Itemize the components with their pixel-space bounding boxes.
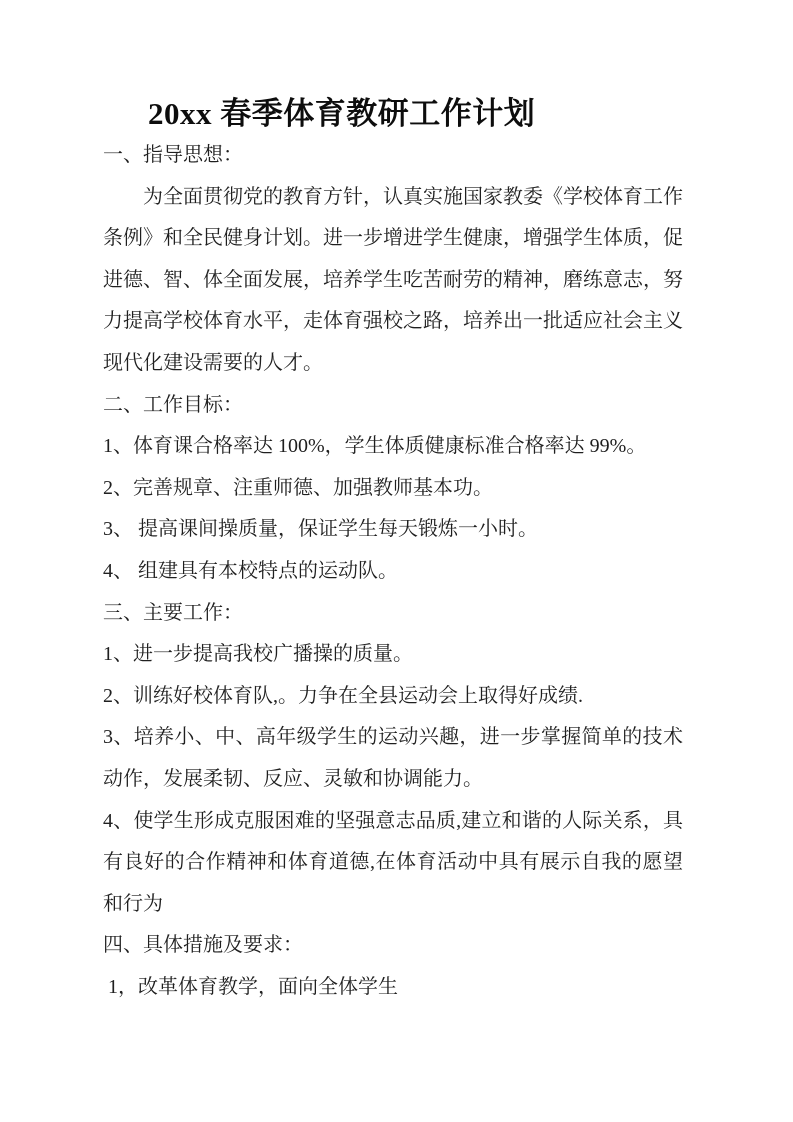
list-item-goal-3: 3、 提高课间操质量，保证学生每天锻炼一小时。	[103, 518, 538, 541]
paragraph-guiding-ideology: 为全面贯彻党的教育方针，认真实施国家教委《学校体育工作条例》和全民健身计划。进一步增进学生健康，增强学生体质，促进德、智、体全面发展，培养学生吃苦耐劳的精神，磨练意志，努力提高学校体育水平，走体育强校之路，培养出一批适应社会主义现代化建设需要的人才。	[103, 185, 683, 374]
section-heading-guiding-ideology: 一、指导思想：	[103, 144, 243, 166]
list-item-measure-1: 1，改革体育教学，面向全体学生	[103, 975, 398, 998]
list-item-goal-1: 1、体育课合格率达 100%，学生体质健康标准合格率达 99%。	[103, 435, 647, 458]
list-item-goal-2: 2、完善规章、注重师德、加强教师基本功。	[103, 476, 493, 499]
section-heading-main-work: 三、主要工作：	[103, 601, 243, 624]
page-title: 20xx 春季体育教研工作计划	[148, 96, 536, 131]
section-heading-work-goals: 二、工作目标：	[103, 393, 243, 416]
list-item-goal-4: 4、 组建具有本校特点的运动队。	[103, 559, 398, 582]
list-item-work-1: 1、进一步提高我校广播操的质量。	[103, 643, 413, 666]
list-item-work-2: 2、训练好校体育队,。力争在全县运动会上取得好成绩.	[103, 684, 583, 707]
list-item-work-4: 4、使学生形成克服困难的坚强意志品质,建立和谐的人际关系，具有良好的合作精神和体育道德,在体育活动中具有展示自我的愿望和行为	[103, 809, 683, 915]
list-item-work-3: 3、培养小、中、高年级学生的运动兴趣，进一步掌握简单的技术动作，发展柔韧、反应、灵敏和协调能力。	[103, 726, 683, 790]
section-heading-measures: 四、具体措施及要求：	[103, 934, 303, 957]
